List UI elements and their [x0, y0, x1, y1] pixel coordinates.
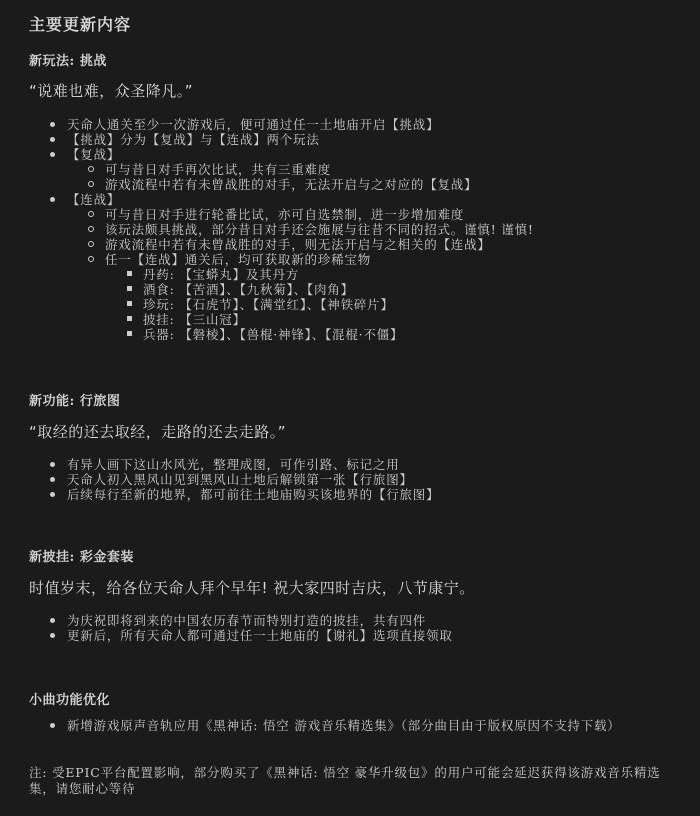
list-item: 任一【连战】通关后，均可获取新的珍稀宝物: [0, 252, 534, 267]
footnote: 注: 受EPIC平台配置影响，部分购买了《黑神话: 悟空 豪华升级包》的用户可能会延迟获得该游戏音乐精选集，请您耐心等待: [29, 765, 661, 796]
section-heading-challenge: 新玩法: 挑战: [29, 54, 107, 69]
section-quote-map: “取经的还去取经，走路的还去走路。”: [29, 423, 287, 441]
list-item: 新增游戏原声音轨应用《黑神话: 悟空 游戏音乐精选集》（部分曲目由于版权原因不支持下载）: [0, 718, 673, 734]
list-item: 有异人画下这山水风光，整理成图，可作引路、标记之用: [0, 457, 439, 472]
list-item: 游戏流程中若有未曾战胜的对手，无法开启与之对应的【复战】: [0, 177, 534, 192]
section-heading-music: 小曲功能优化: [29, 693, 111, 708]
section-heading-map: 新功能: 行旅图: [29, 394, 121, 409]
list-item: 酒食: 【苦酒】、【九秋菊】、【肉角】: [0, 282, 534, 297]
list-item: 天命人通关至少一次游戏后，便可通过任一土地庙开启【挑战】: [0, 117, 534, 132]
list-item: 丹药: 【宝蟒丸】及其丹方: [0, 267, 534, 282]
music-list: [0, 718, 673, 734]
outfit-list: [0, 613, 453, 643]
list-item: 更新后，所有天命人都可通过任一土地庙的【谢礼】选项直接领取: [0, 628, 453, 643]
map-list: [0, 457, 439, 502]
list-item: 兵器: 【磐棱】、【兽棍·神锋】、【混棍·不僵】: [0, 327, 534, 342]
list-item: 游戏流程中若有未曾战胜的对手，则无法开启与之相关的【连战】: [0, 237, 534, 252]
section-quote-challenge: “说难也难，众圣降凡。”: [29, 82, 194, 100]
list-item: 天命人初入黑风山见到黑风山土地后解锁第一张【行旅图】: [0, 472, 439, 487]
list-item: 【连战】: [0, 192, 534, 207]
list-item: 披挂: 【三山冠】: [0, 312, 534, 327]
list-item: 可与昔日对手进行轮番比试，亦可自选禁制，进一步增加难度: [0, 207, 534, 222]
list-item: 【挑战】分为【复战】与【连战】两个玩法: [0, 132, 534, 147]
list-item: 为庆祝即将到来的中国农历春节而特别打造的披挂，共有四件: [0, 613, 453, 628]
section-heading-outfit: 新披挂: 彩金套装: [29, 550, 134, 565]
list-item: 该玩法颇具挑战，部分昔日对手还会施展与往昔不同的招式。谨慎! 谨慎!: [0, 222, 534, 237]
page-title: 主要更新内容: [29, 15, 132, 34]
section-quote-outfit: 时值岁末，给各位天命人拜个早年! 祝大家四时吉庆，八节康宁。: [29, 579, 475, 597]
challenge-list: [0, 117, 534, 342]
list-item: 可与昔日对手再次比试，共有三重难度: [0, 162, 534, 177]
list-item: 珍玩: 【石虎节】、【满堂红】、【神铁碎片】: [0, 297, 534, 312]
list-item: 【复战】: [0, 147, 534, 162]
list-item: 后续每行至新的地界，都可前往土地庙购买该地界的【行旅图】: [0, 487, 439, 502]
